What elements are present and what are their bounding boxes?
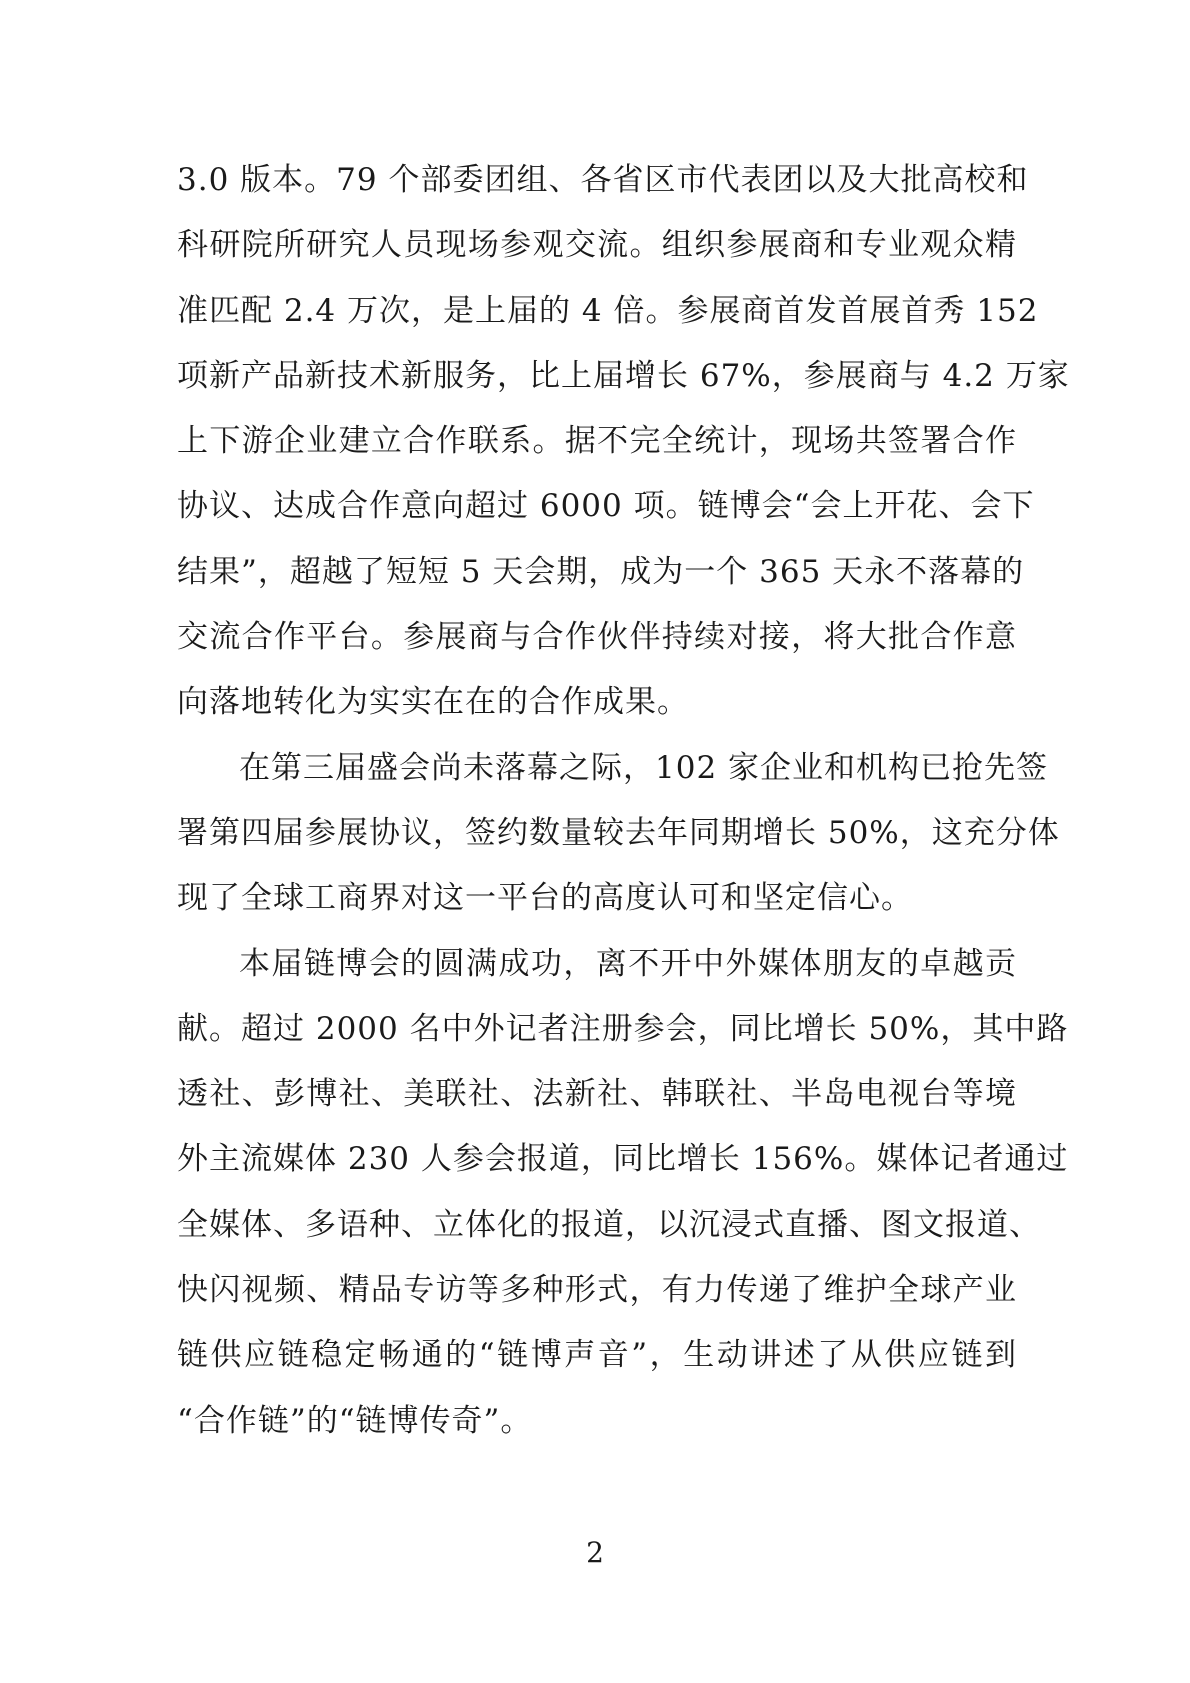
paragraph-1-line-4: 项新产品新技术新服务，比上届增长 67%，参展商与 4.2 万家 xyxy=(177,357,1070,394)
paragraph-2-line-1: 在第三届盛会尚未落幕之际，102 家企业和机构已抢先签 xyxy=(239,749,1049,786)
paragraph-1-line-6: 协议、达成合作意向超过 6000 项。链博会“会上开花、会下 xyxy=(177,488,1035,525)
paragraph-3-line-8: “合作链”的“链博传奇”。 xyxy=(177,1402,533,1439)
paragraph-2-line-3: 现了全球工商界对这一平台的高度认可和坚定信心。 xyxy=(177,880,913,917)
paragraph-1-line-9: 向落地转化为实实在在的合作成果。 xyxy=(177,684,689,721)
paragraph-3-line-2: 献。超过 2000 名中外记者注册参会，同比增长 50%，其中路 xyxy=(177,1010,1069,1047)
paragraph-1-line-1: 3.0 版本。79 个部委团组、各省区市代表团以及大批高校和 xyxy=(177,162,1029,198)
paragraph-1-line-5: 上下游企业建立合作联系。据不完全统计，现场共签署合作 xyxy=(177,423,1017,460)
paragraph-3-line-1: 本届链博会的圆满成功，离不开中外媒体朋友的卓越贡 xyxy=(239,945,1017,982)
paragraph-3-line-7: 链供应链稳定畅通的“链博声音”，生动讲述了从供应链到 xyxy=(177,1337,1017,1374)
paragraph-1-line-3: 准匹配 2.4 万次，是上届的 4 倍。参展商首发首展首秀 152 xyxy=(177,292,1039,329)
paragraph-2-line-2: 署第四届参展协议，签约数量较去年同期增长 50%，这充分体 xyxy=(177,814,1060,851)
body-text xyxy=(177,148,1070,1454)
paragraph-3-line-4: 外主流媒体 230 人参会报道，同比增长 156%。媒体记者通过 xyxy=(177,1141,1069,1178)
paragraph-3-line-5: 全媒体、多语种、立体化的报道，以沉浸式直播、图文报道、 xyxy=(177,1206,1041,1243)
paragraph-3-line-3: 透社、彭博社、美联社、法新社、韩联社、半岛电视台等境 xyxy=(177,1076,1017,1113)
paragraph-3-line-6: 快闪视频、精品专访等多种形式，有力传递了维护全球产业 xyxy=(177,1272,1017,1309)
paragraph-1-line-7: 结果”，超越了短短 5 天会期，成为一个 365 天永不落幕的 xyxy=(177,553,1025,590)
paragraph-1-line-2: 科研院所研究人员现场参观交流。组织参展商和专业观众精 xyxy=(177,227,1017,264)
page-number: 2 xyxy=(586,1536,604,1569)
paragraph-1-line-8: 交流合作平台。参展商与合作伙伴持续对接，将大批合作意 xyxy=(177,619,1017,656)
